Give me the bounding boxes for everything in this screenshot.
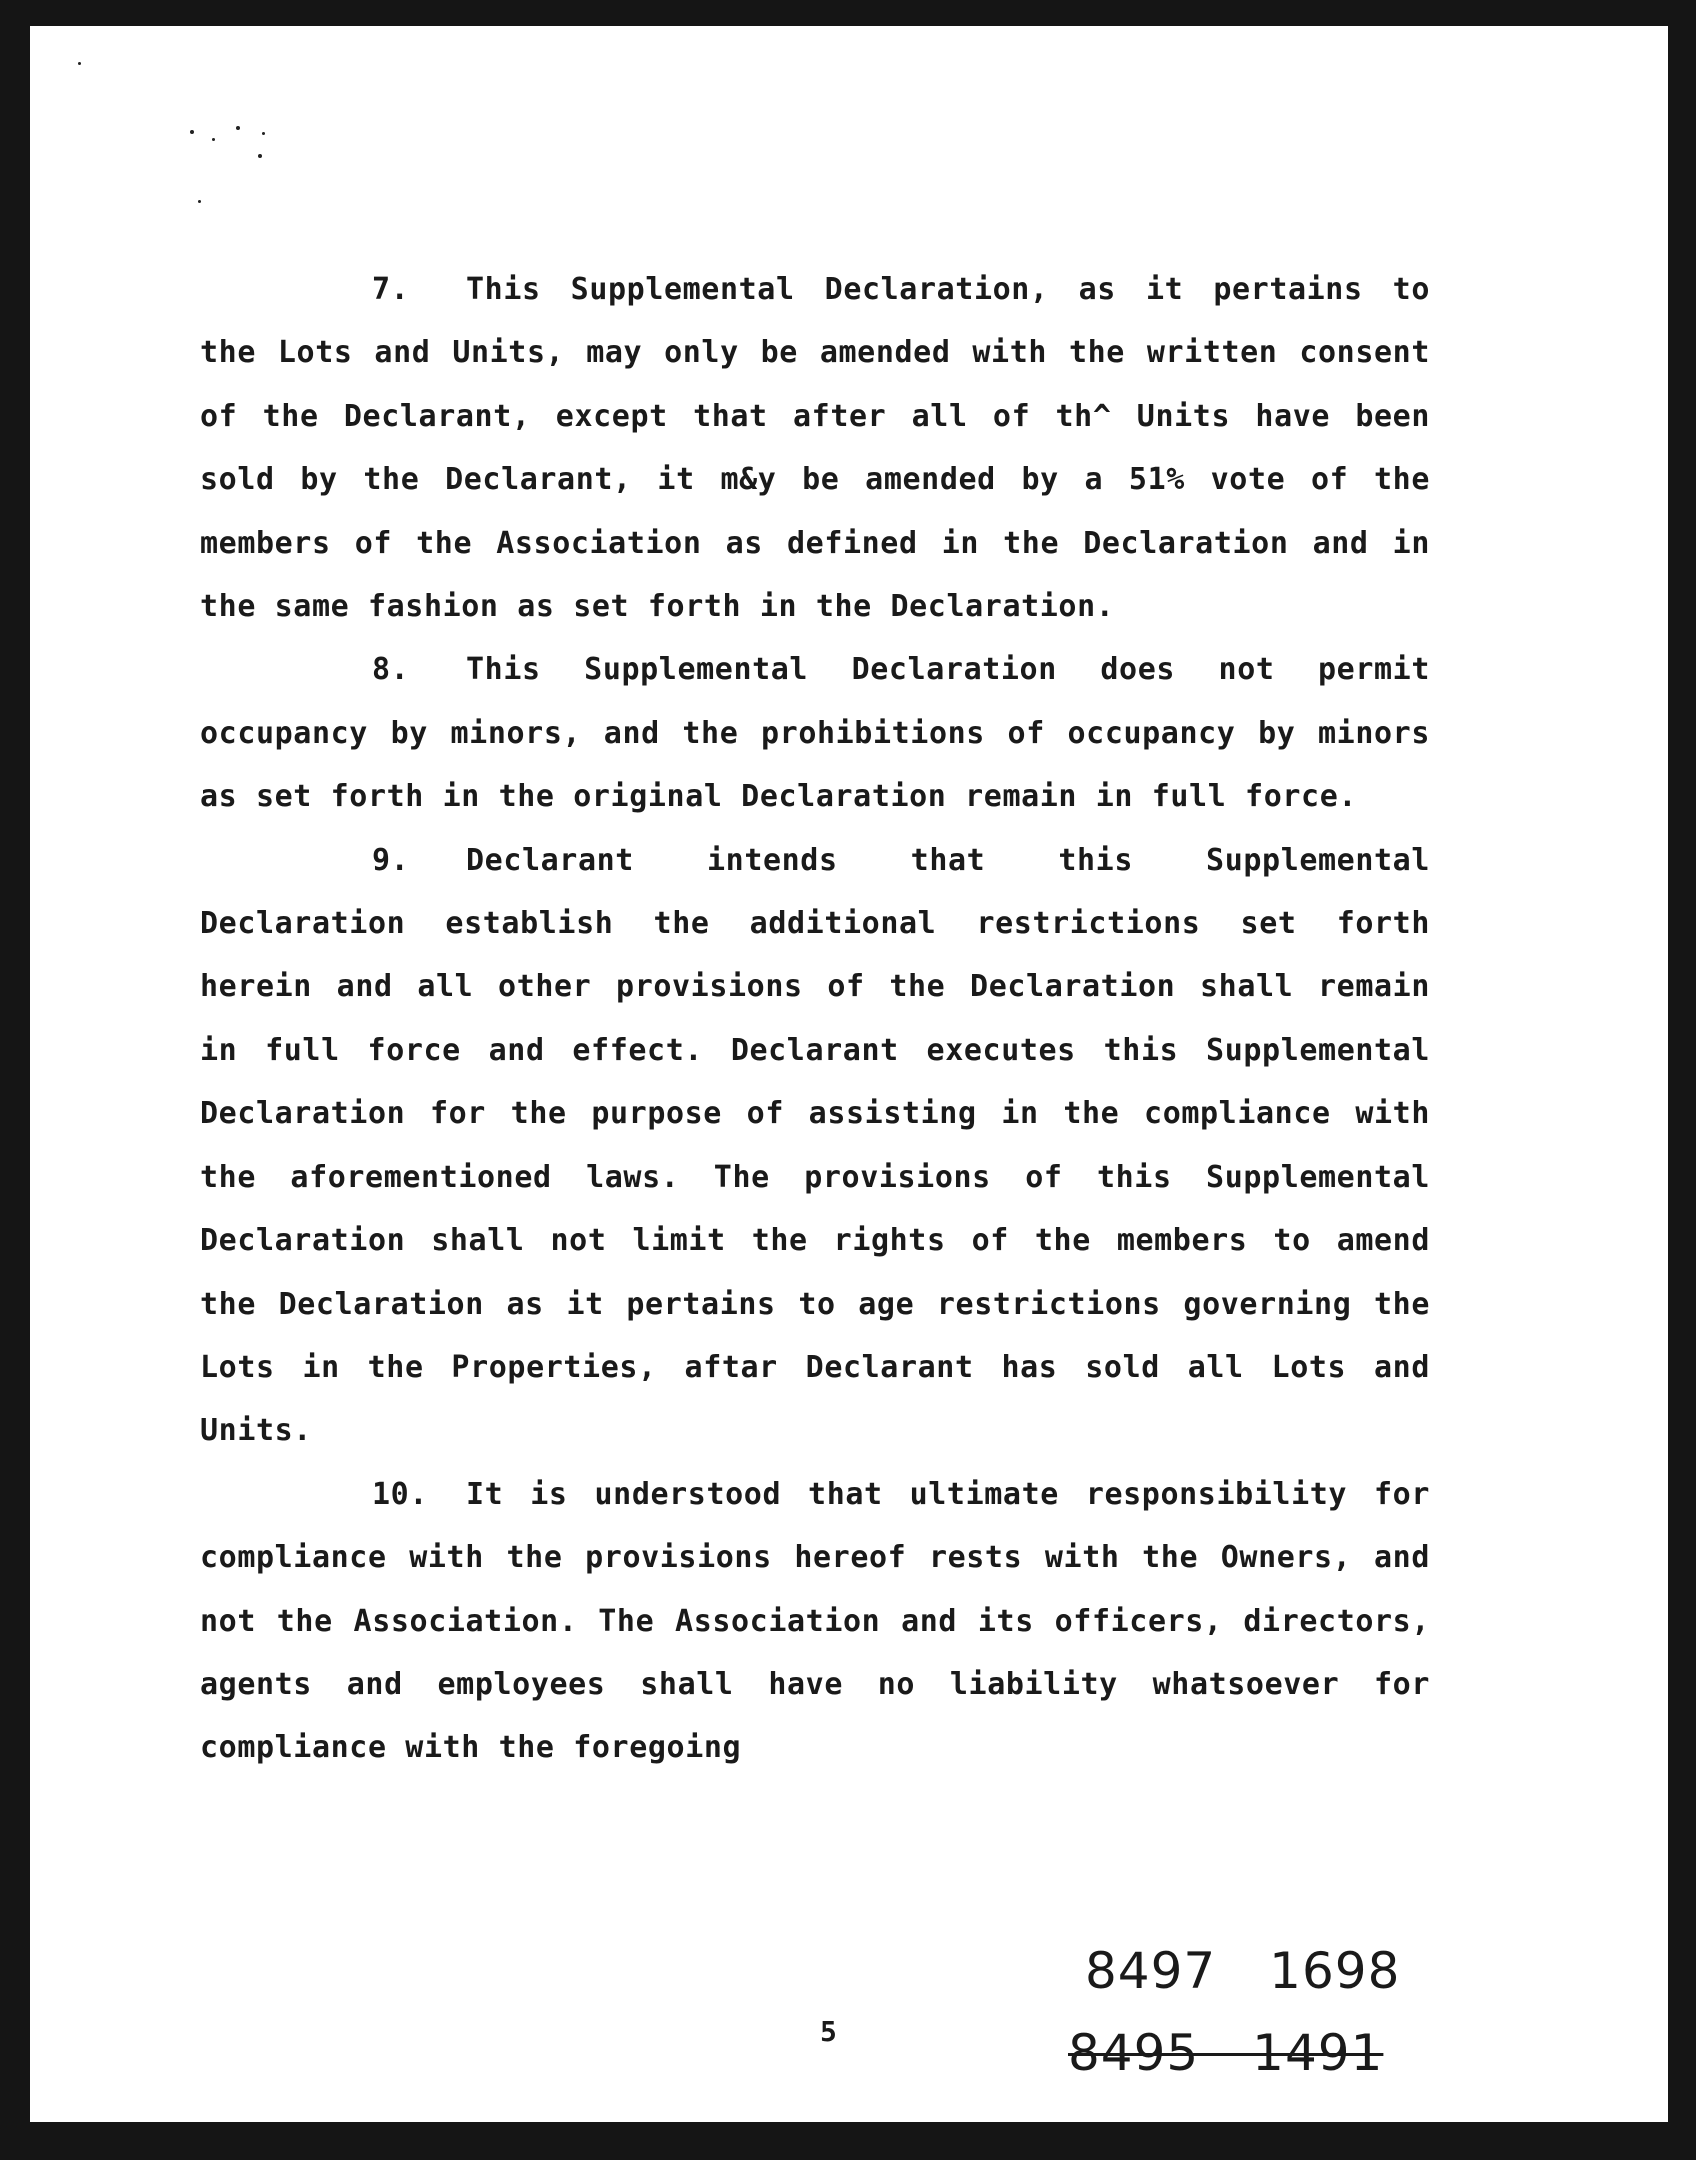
paragraph-text: This Supplemental Declaration does not permit occupancy by minors, and the prohibitions of occupancy by minors as set forth in the original Declaration remain in full force.	[200, 652, 1430, 815]
paragraph-9	[200, 829, 1430, 1463]
document-body	[200, 258, 1430, 1780]
paragraph-10	[200, 1463, 1430, 1780]
scan-speck	[190, 130, 194, 134]
scan-speck	[212, 138, 215, 141]
paragraph-number: 10.	[372, 1476, 428, 1512]
page-number: 5	[820, 2015, 837, 2048]
paragraph-text: This Supplemental Declaration, as it pertains to the Lots and Units, may only be amended with the written consent of the Declarant, except that after all of th^ Units have been sold by the Declarant, it m&y be amended by a 51% vote of the members of the Association as defined in the Declaration and in the same fashion as set forth in the Declaration.	[200, 272, 1430, 625]
scan-speck	[258, 154, 262, 158]
paragraph-number: 9.	[372, 842, 410, 878]
scan-speck	[262, 132, 265, 135]
paragraph-7	[200, 258, 1430, 638]
paragraph-number: 8.	[372, 652, 410, 688]
scan-speck	[78, 62, 81, 65]
paragraph-8	[200, 638, 1430, 828]
scan-speck	[236, 126, 240, 130]
paragraph-number: 7.	[372, 272, 410, 307]
paragraph-text: It is understood that ultimate responsibility for compliance with the provisions hereof rests with the Owners, and not the Association. The Association and its officers, directors, agents and employees shall have no liability whatsoever for compliance with the foregoing	[200, 1476, 1430, 1766]
book-page-stamp: 8497 1698	[1085, 1942, 1401, 2000]
paragraph-text: Declarant intends that this Supplemental Declaration establish the additional restrictions set forth herein and all other provisions of the Declaration shall remain in full force and effect. Declarant executes this Supplemental Declaration for the purpose of assisting in the compliance with the aforementioned laws. The provisions of this Supplemental Declaration shall not limit the rights of the members to amend the Declaration as it pertains to age restrictions governing the Lots in the Properties, aftar Declarant has sold all Lots and Units.	[200, 842, 1430, 1449]
struck-book-page-stamp: 8495 1491	[1068, 2024, 1384, 2082]
scan-speck	[198, 200, 201, 203]
